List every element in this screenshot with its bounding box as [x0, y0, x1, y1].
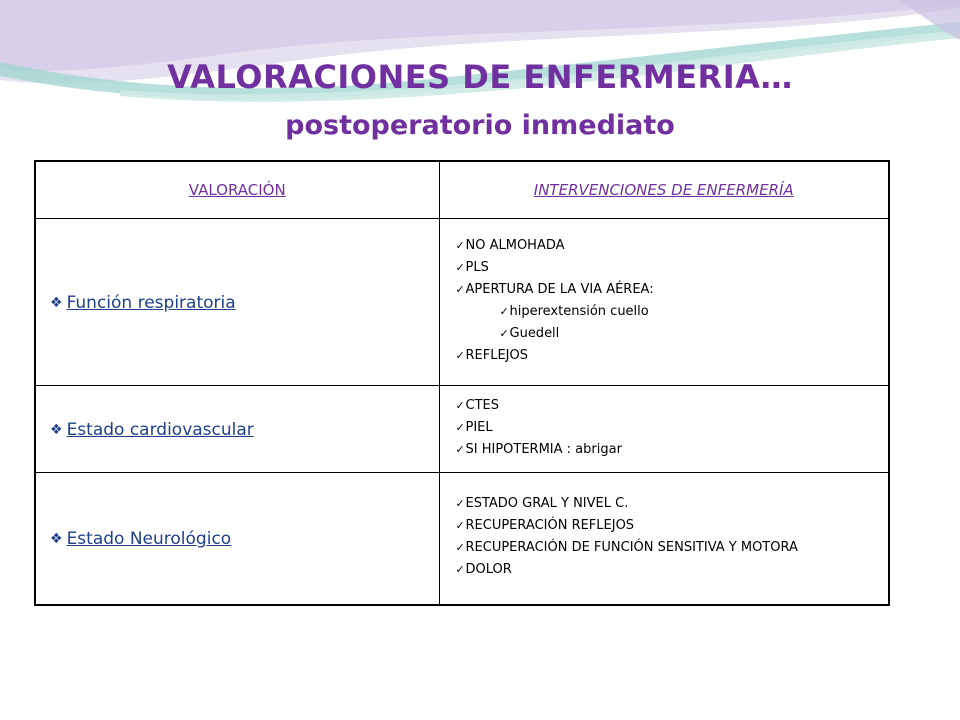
- checkmark-icon: ✓: [499, 305, 509, 318]
- list-item: [456, 442, 881, 458]
- diamond-bullet-icon: ❖: [50, 421, 63, 438]
- checkmark-icon: ✓: [455, 541, 465, 555]
- checkmark-icon: ✓: [455, 563, 465, 577]
- assessment-label: [50, 529, 231, 549]
- list-item: [456, 540, 881, 556]
- list-item: [456, 260, 881, 276]
- checkmark-icon: ✓: [455, 399, 465, 412]
- list-item: [456, 518, 881, 534]
- checkmark-icon: ✓: [455, 497, 465, 511]
- assessment-label-text: Estado cardiovascular: [66, 419, 254, 440]
- checkmark-icon: ✓: [455, 261, 465, 274]
- list-item: [456, 348, 881, 364]
- assessment-label-text: Función respiratoria: [66, 292, 236, 313]
- interventions-list: [456, 398, 881, 458]
- assessment-cell: [35, 386, 439, 473]
- checkmark-icon: ✓: [455, 239, 465, 252]
- list-item-text: DOLOR: [465, 562, 512, 578]
- assessment-label: [50, 420, 254, 440]
- list-item: [456, 496, 881, 512]
- table-header-row: [35, 161, 889, 219]
- list-item: [456, 238, 881, 254]
- checkmark-icon: ✓: [455, 349, 465, 362]
- list-item: [456, 420, 881, 436]
- interventions-cell: [439, 386, 889, 473]
- list-item-text: REFLEJOS: [465, 348, 528, 363]
- list-item: [456, 562, 881, 578]
- table-row: [35, 386, 889, 473]
- slide-subtitle: postoperatorio inmediato: [285, 110, 675, 141]
- list-item-text: RECUPERACIÓN DE FUNCIÓN SENSITIVA Y MOTORA: [465, 540, 798, 556]
- list-item: [456, 282, 881, 298]
- assessment-label: [50, 293, 236, 313]
- list-item-text: RECUPERACIÓN REFLEJOS: [465, 518, 635, 534]
- assessment-label-text: Estado Neurológico: [66, 528, 232, 549]
- list-item-text: Guedell: [509, 326, 560, 341]
- list-item: [456, 398, 881, 414]
- slide-title: VALORACIONES DE ENFERMERIA…: [167, 58, 793, 96]
- list-item: [500, 304, 881, 320]
- list-item-text: SI HIPOTERMIA : abrigar: [465, 442, 622, 457]
- diamond-bullet-icon: ❖: [50, 530, 63, 547]
- valoraciones-table: [34, 160, 890, 606]
- list-item-text: PLS: [465, 260, 489, 275]
- list-item-text: NO ALMOHADA: [465, 238, 565, 253]
- list-item-text: APERTURA DE LA VIA AÉREA:: [465, 282, 654, 297]
- checkmark-icon: ✓: [455, 421, 465, 434]
- header-intervenciones: INTERVENCIONES DE ENFERMERÍA: [439, 161, 889, 219]
- interventions-list: [456, 496, 881, 578]
- assessment-cell: [35, 473, 439, 605]
- interventions-cell: [439, 473, 889, 605]
- interventions-list: [456, 238, 881, 364]
- header-valoracion: VALORACIÓN: [35, 161, 439, 219]
- checkmark-icon: ✓: [455, 519, 465, 533]
- checkmark-icon: ✓: [455, 283, 465, 296]
- list-item-text: hiperextensión cuello: [509, 304, 649, 319]
- diamond-bullet-icon: ❖: [50, 294, 63, 311]
- checkmark-icon: ✓: [455, 443, 465, 456]
- list-item-text: CTES: [465, 398, 499, 413]
- list-item: [500, 326, 881, 342]
- list-item-text: ESTADO GRAL Y NIVEL C.: [465, 496, 629, 512]
- assessment-cell: [35, 219, 439, 386]
- table-row: [35, 473, 889, 605]
- interventions-cell: [439, 219, 889, 386]
- checkmark-icon: ✓: [499, 327, 509, 340]
- list-item-text: PIEL: [465, 420, 493, 435]
- table-row: [35, 219, 889, 386]
